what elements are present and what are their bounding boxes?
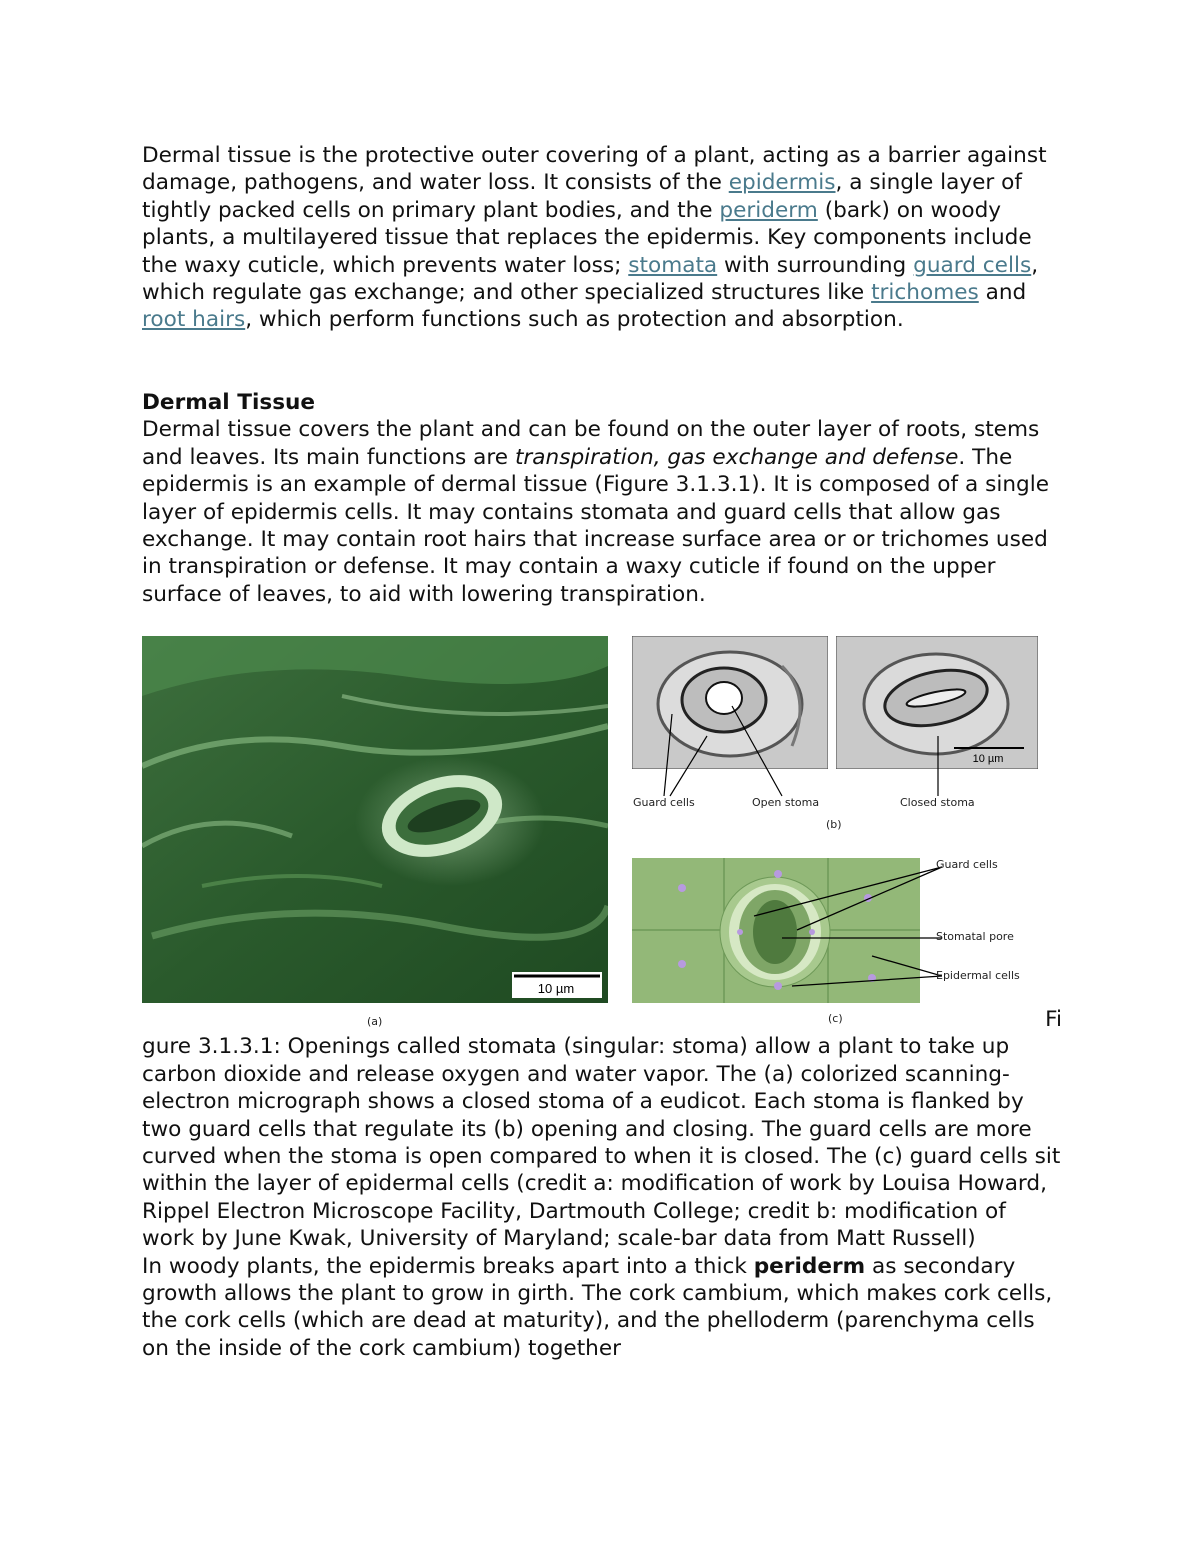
label-closed-stoma: Closed stoma	[900, 796, 975, 809]
section-italic-text: transpiration, gas exchange and defense	[514, 444, 959, 470]
link-epidermis[interactable]: epidermis	[728, 170, 836, 196]
scale-bar-a: 10 µm	[537, 981, 575, 996]
intro-text: (bark) on woody plants, a multilayered tissue that replaces the epidermis. Key components include the waxy cuticle, which prevents water loss;	[142, 197, 1032, 278]
dermal-tissue-section	[142, 389, 1062, 608]
caption-fragment: Fi	[1045, 1007, 1062, 1032]
intro-paragraph	[142, 142, 1062, 334]
link-trichomes[interactable]: trichomes	[871, 280, 979, 306]
bold-term-periderm: periderm	[753, 1253, 866, 1279]
section-paragraph	[142, 416, 1062, 608]
figure-b-leader-lines	[632, 696, 1032, 806]
figure-label-b: (b)	[826, 818, 842, 831]
link-root-hairs[interactable]: root hairs	[142, 307, 246, 333]
figure-c-leader-lines	[742, 858, 942, 988]
label-open-stoma: Open stoma	[752, 796, 820, 809]
woody-text: as secondary growth allows the plant to grow in girth. The cork cambium, which makes cork cells, the cork cells (which are dead at maturity), and the phelloderm (parenchyma cells on the inside of the cork cambium) together	[142, 1253, 1053, 1361]
section-text: . The epidermis is an example of dermal tissue (Figure 3.1.3.1). It is composed of a single layer of epidermis cells. It may contains stomata and guard cells that allow gas exchange. It may contain root hairs that increase surface area or or trichomes used in transpiration or defense. It may contain a waxy cuticle if found on the upper surface of leaves, to aid with lowering transpiration.	[142, 444, 1050, 607]
section-text: Dermal tissue covers the plant and can be found on the outer layer of roots, stems and leaves. Its main functions are	[142, 417, 1040, 470]
label-stomatal-pore: Stomatal pore	[936, 930, 1014, 943]
figure-caption-block	[142, 1006, 1062, 1362]
section-heading: Dermal Tissue	[142, 390, 316, 415]
figure-caption: gure 3.1.3.1: Openings called stomata (singular: stoma) allow a plant to take up carbon dioxide and release oxygen and water vapor. The (a) colorized scanning-electron micrograph shows a closed stoma of a eudicot. Each stoma is flanked by two guard cells that regulate its (b) opening and closing. The guard cells are more curved when the stoma is open compared to when it is closed. The (c) guard cells sit within the layer of epidermal cells (credit a: modification of work by Louisa Howard, Rippel Electron Microscope Facility, Dartmouth College; credit b: modification of work by June Kwak, University of Maryland; scale-bar data from Matt Russell)	[142, 1034, 1061, 1252]
intro-text: and	[978, 280, 1027, 306]
sem-micrograph-image	[142, 636, 608, 1003]
woody-plants-paragraph	[142, 1253, 1062, 1363]
woody-text: In woody plants, the epidermis breaks apart into a thick	[142, 1253, 754, 1279]
intro-text: , a single layer of tightly packed cells on primary plant bodies, and the	[142, 170, 1022, 223]
label-epidermal-cells: Epidermal cells	[936, 969, 1020, 982]
label-guard-cells-c: Guard cells	[936, 858, 998, 871]
intro-text: with surrounding	[717, 252, 914, 278]
link-guard-cells[interactable]: guard cells	[913, 252, 1032, 278]
figure-label-c: (c)	[828, 1012, 843, 1025]
figure-label-a: (a)	[367, 1015, 383, 1028]
intro-text: , which perform functions such as protection and absorption.	[245, 307, 904, 333]
link-stomata[interactable]: stomata	[628, 252, 718, 278]
link-periderm[interactable]: periderm	[719, 197, 818, 223]
intro-text: , which regulate gas exchange; and other specialized structures like	[142, 252, 1039, 306]
scale-bar-b: 10 µm	[972, 753, 1004, 765]
figure-stomata	[142, 636, 1062, 1031]
label-guard-cells-b: Guard cells	[633, 796, 695, 809]
intro-text: Dermal tissue is the protective outer covering of a plant, acting as a barrier against damage, pathogens, and water loss. It consists of the	[142, 143, 1047, 196]
